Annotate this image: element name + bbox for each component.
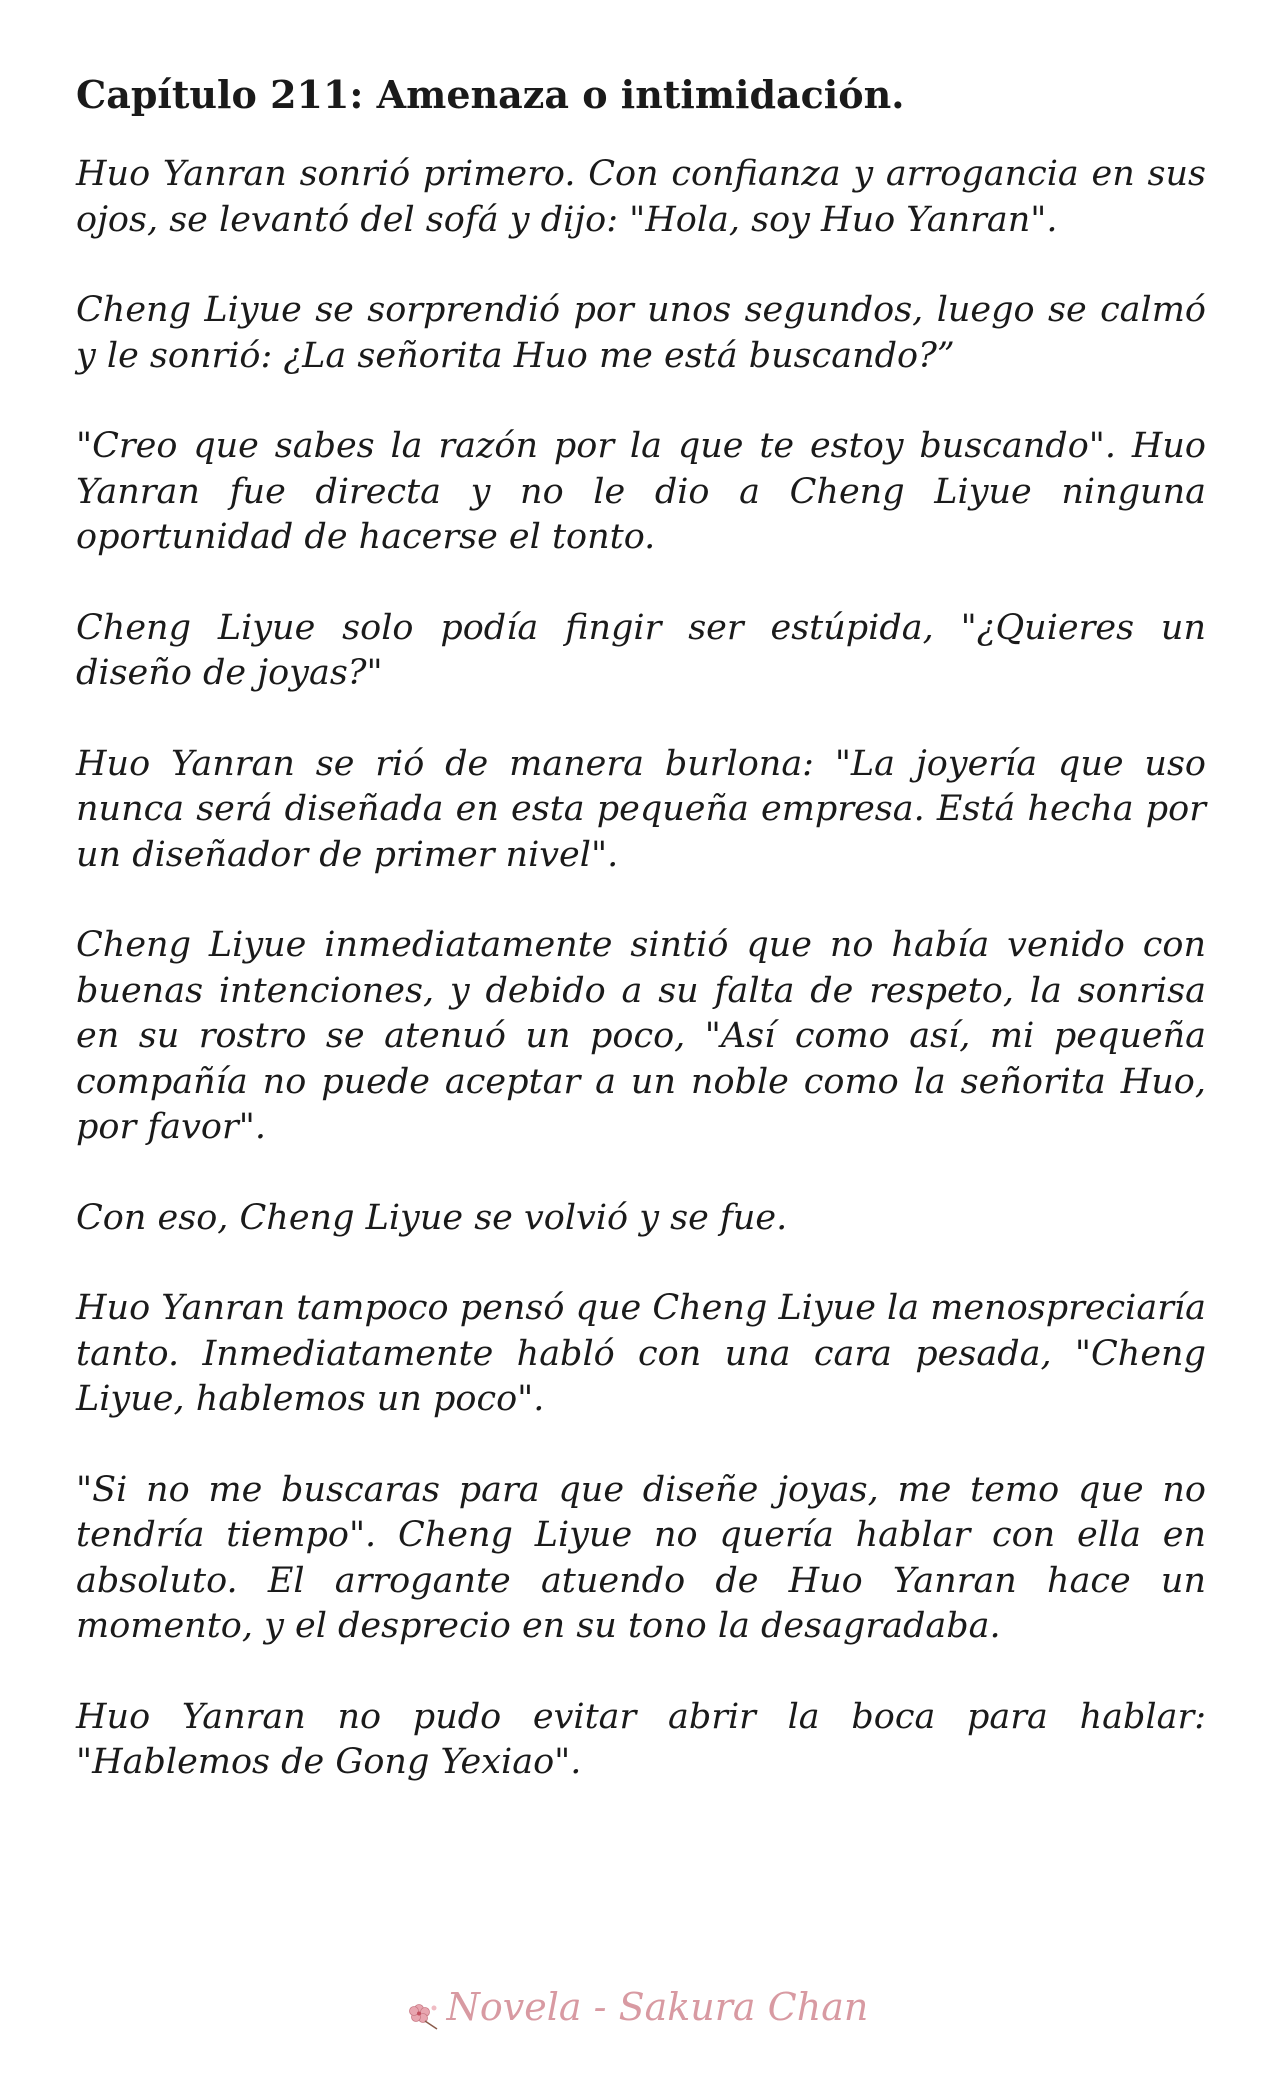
paragraph-2: Cheng Liyue se sorprendió por unos segundos, luego se calmó y le sonrió: ¿La señorita Huo me está buscando?” bbox=[76, 290, 1206, 376]
watermark bbox=[0, 1985, 1275, 2029]
paragraph-6: Cheng Liyue inmediatamente sintió que no había venido con buenas intenciones, y debido a su falta de respeto, la sonrisa en su rostro se atenuó un poco, "Así como así, mi pequeña compañía no puede aceptar a un noble como la señorita Huo, por favor". bbox=[76, 925, 1206, 1147]
paragraph-1: Huo Yanran sonrió primero. Con confianza y arrogancia en sus ojos, se levantó del sofá y dijo: "Hola, soy Huo Yanran". bbox=[76, 154, 1206, 240]
paragraph-9: "Si no me buscaras para que diseñe joyas, me temo que no tendría tiempo". Cheng Liyue no quería hablar con ella en absoluto. El arrogante atuendo de Huo Yanran hace un momento, y el desprecio en su tono la desagradaba. bbox=[76, 1469, 1206, 1646]
paragraph-4: Cheng Liyue solo podía fingir ser estúpida, "¿Quieres un diseño de joyas?" bbox=[76, 607, 1206, 693]
paragraph-3: "Creo que sabes la razón por la que te estoy buscando". Huo Yanran fue directa y no le dio a Cheng Liyue ninguna oportunidad de hacerse el tonto. bbox=[76, 426, 1206, 557]
paragraph-5: Huo Yanran se rió de manera burlona: "La joyería que uso nunca será diseñada en esta pequeña empresa. Está hecha por un diseñador de primer nivel". bbox=[76, 743, 1206, 875]
paragraph-7: Con eso, Cheng Liyue se volvió y se fue. bbox=[76, 1197, 788, 1238]
watermark-text: Novela - Sakura Chan bbox=[446, 1985, 869, 2029]
paragraph-10: Huo Yanran no pudo evitar abrir la boca para hablar: "Hablemos de Gong Yexiao". bbox=[76, 1696, 1206, 1782]
paragraph-8: Huo Yanran tampoco pensó que Cheng Liyue la menospreciaría tanto. Inmediatamente habló con una cara pesada, "Cheng Liyue, hablemos un poco". bbox=[76, 1288, 1206, 1419]
chapter-page bbox=[76, 70, 1206, 1831]
chapter-title: Capítulo 211: Amenaza o intimidación. bbox=[76, 72, 905, 117]
sakura-flower-icon bbox=[407, 1996, 441, 2026]
